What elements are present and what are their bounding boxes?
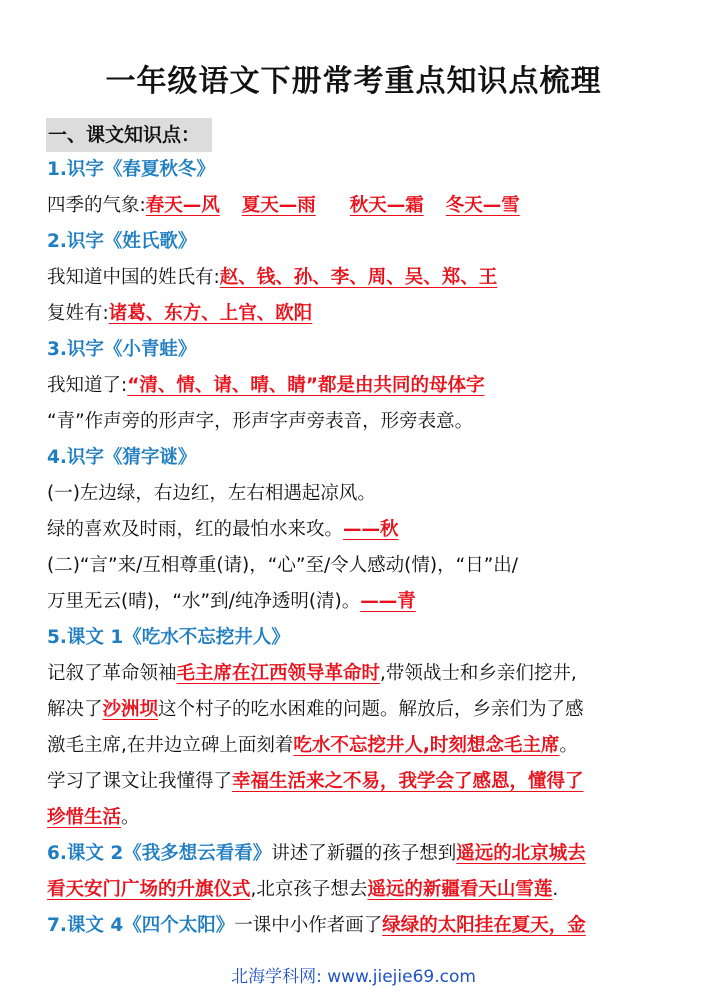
- text: 学习了课文让我懂得了: [47, 771, 233, 792]
- answer: 冬天—雪: [445, 195, 520, 216]
- heading-text: 1.识字《春夏秋冬》: [47, 159, 215, 180]
- text-line: [47, 188, 687, 224]
- answer: 吃水不忘挖井人,时刻想念毛主席: [293, 735, 560, 756]
- text: ,带领战士和乡亲们挖井,: [380, 663, 577, 684]
- text-line: [47, 800, 687, 836]
- text-line: [47, 764, 687, 800]
- answer: 诸葛、东方、上官、欧阳: [108, 303, 313, 324]
- text: 记叙了革命领袖: [47, 663, 177, 684]
- answer: 夏天—雨: [241, 195, 316, 216]
- footer-watermark: 北海学科网: www.jiejie69.com: [231, 967, 476, 987]
- text: ,北京孩子想去: [250, 879, 368, 900]
- text: 绿的喜欢及时雨，红的最怕水来攻。: [47, 519, 344, 540]
- heading-text: 6.课文 2《我多想云看看》: [47, 843, 272, 864]
- answer: 秋天—霜: [349, 195, 424, 216]
- answer: ——秋: [343, 519, 399, 540]
- text-line: [47, 404, 687, 440]
- heading-text: 7.课文 4《四个太阳》: [47, 915, 235, 936]
- heading-text: 4.识字《猜字谜》: [47, 447, 197, 468]
- content-body: [47, 152, 687, 944]
- text-line: [47, 872, 687, 908]
- text-line: [47, 728, 687, 764]
- text: (二)“言”来/互相尊重(请)，“心”至/令人感动(情)，“日”出/: [47, 555, 519, 576]
- text-line: [47, 296, 687, 332]
- text: 四季的气象:: [47, 195, 146, 216]
- text-line: [47, 692, 687, 728]
- text-line: [47, 368, 687, 404]
- section-heading: 一、课文知识点：: [46, 118, 212, 152]
- text: 。: [559, 735, 578, 756]
- lesson-heading: [47, 620, 687, 656]
- text: 。: [121, 807, 140, 828]
- answer: “清、情、请、晴、睛”都是由共同的母体字: [127, 375, 485, 396]
- heading-text: 5.课文 1《吃水不忘挖井人》: [47, 627, 290, 648]
- lesson-heading: [47, 332, 687, 368]
- answer: 遥远的新疆看天山雪莲: [367, 879, 553, 900]
- answer: 绿绿的太阳挂在夏天，金: [382, 915, 586, 936]
- answer: 看天安门广场的升旗仪式: [47, 879, 251, 900]
- text: 一课中小作者画了: [234, 915, 383, 936]
- answer: 赵、钱、孙、李、周、吴、郑、王: [219, 267, 498, 288]
- text: 我知道中国的姓氏有:: [47, 267, 220, 288]
- answer: 幸福生活来之不易，我学会了感恩，懂得了: [232, 771, 584, 792]
- text: 复姓有:: [47, 303, 109, 324]
- text: (一)左边绿，右边红，左右相遇起凉风。: [47, 483, 376, 504]
- text-line: [47, 476, 687, 512]
- page-title: 一年级语文下册常考重点知识点梳理: [105, 64, 602, 99]
- text-line: [47, 584, 687, 620]
- text-line: [47, 548, 687, 584]
- heading-text: 2.识字《姓氏歌》: [47, 231, 197, 252]
- lesson-heading: [47, 836, 687, 872]
- text: 万里无云(晴)，“水”到/纯净透明(清)。: [47, 591, 361, 612]
- lesson-heading: [47, 152, 687, 188]
- text-line: [47, 260, 687, 296]
- answer: 沙洲坝: [102, 699, 159, 720]
- text-line: [47, 656, 687, 692]
- text-line: [47, 512, 687, 548]
- text: 我知道了:: [47, 375, 128, 396]
- lesson-heading: [47, 908, 687, 944]
- lesson-heading: [47, 440, 687, 476]
- text: 这个村子的吃水困难的问题。解放后，乡亲们为了感: [158, 699, 584, 720]
- answer: 遥远的北京城去: [456, 843, 586, 864]
- text: 激毛主席,在井边立碑上面刻着: [47, 735, 294, 756]
- answer: 毛主席在江西领导革命时: [176, 663, 381, 684]
- text: 解决了: [47, 699, 103, 720]
- heading-text: 3.识字《小青蛙》: [47, 339, 197, 360]
- answer: ——青: [360, 591, 416, 612]
- text: 讲述了新疆的孩子想到: [271, 843, 457, 864]
- text: “青”作声旁的形声字，形声字声旁表音，形旁表意。: [47, 411, 474, 432]
- answer: 春天—风: [145, 195, 220, 216]
- lesson-heading: [47, 224, 687, 260]
- text: .: [552, 879, 559, 900]
- answer: 珍惜生活: [47, 807, 122, 828]
